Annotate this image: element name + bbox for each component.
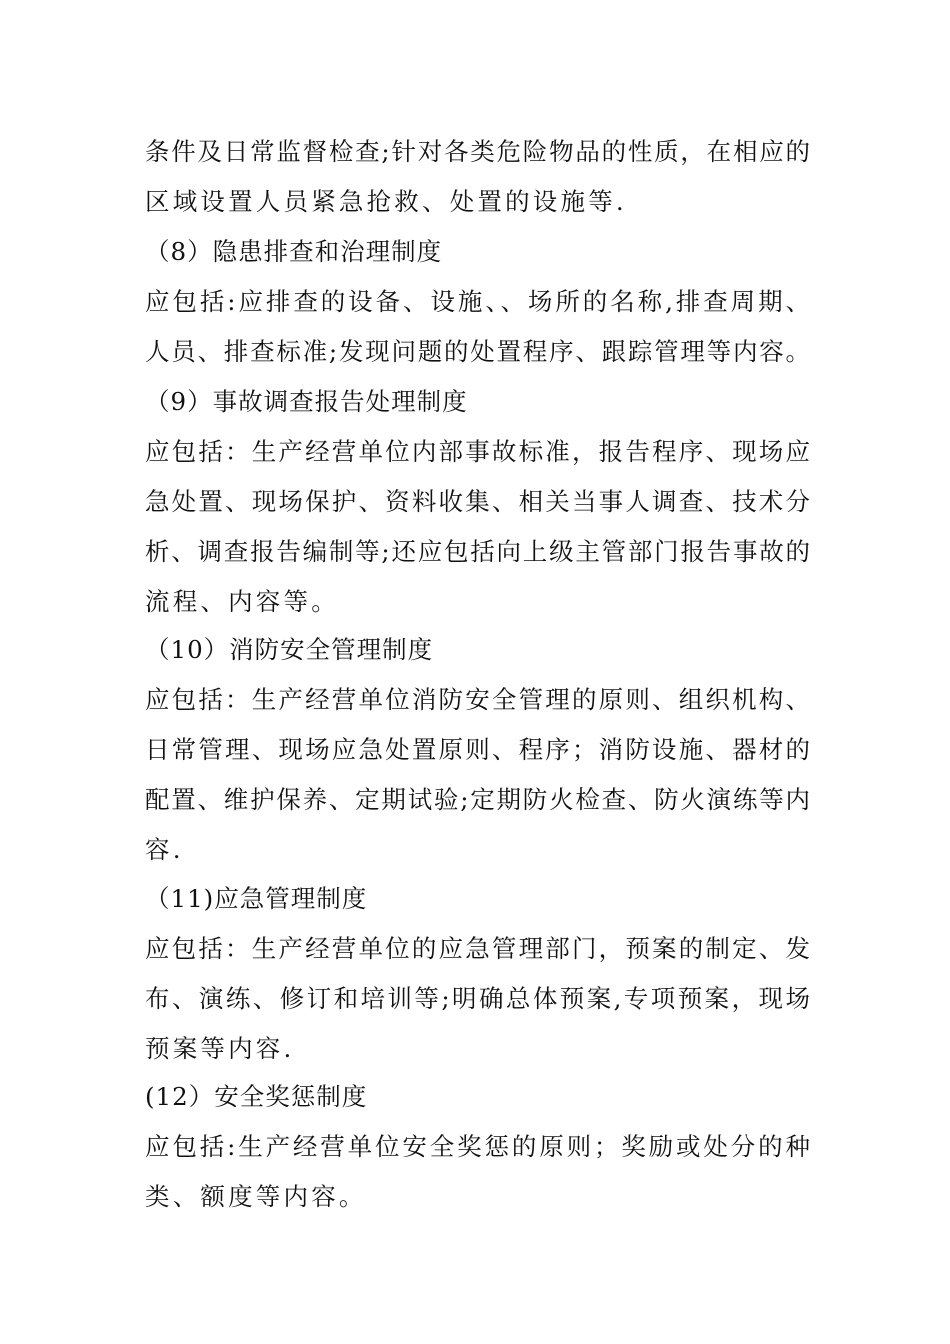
- text-line: 应包括:应排查的设备、设施、、场所的名称,排查周期、: [145, 287, 810, 316]
- section-heading: （9）事故调查报告处理制度: [145, 387, 468, 416]
- text-line: 日常管理、现场应急处置原则、程序；消防设施、器材的: [145, 735, 810, 764]
- text-line: 应包括:生产经营单位安全奖惩的原则；奖励或处分的种: [145, 1132, 810, 1161]
- section-heading: （8）隐患排查和治理制度: [145, 237, 443, 266]
- text-line: 急处置、现场保护、资料收集、相关当事人调查、技术分: [145, 487, 810, 516]
- text-line: 条件及日常监督检查;针对各类危险物品的性质，在相应的: [145, 137, 810, 166]
- section-heading: （11)应急管理制度: [145, 884, 368, 913]
- text-line: 容.: [145, 835, 184, 864]
- text-line: 应包括：生产经营单位内部事故标准，报告程序、现场应: [145, 437, 810, 466]
- text-line: 应包括：生产经营单位消防安全管理的原则、组织机构、: [145, 685, 810, 714]
- text-line: 类、额度等内容。: [145, 1182, 367, 1211]
- text-line: 配置、维护保养、定期试验;定期防火检查、防火演练等内: [145, 785, 810, 814]
- text-line: 区域设置人员紧急抢救、处置的设施等.: [145, 187, 627, 216]
- text-line: 预案等内容.: [145, 1034, 295, 1063]
- text-line: 布、演练、修订和培训等;明确总体预案,专项预案，现场: [145, 984, 810, 1013]
- text-line: 析、调查报告编制等;还应包括向上级主管部门报告事故的: [145, 537, 810, 566]
- text-line: 应包括：生产经营单位的应急管理部门，预案的制定、发: [145, 934, 810, 963]
- text-line: 流程、内容等。: [145, 587, 339, 616]
- text-line: 人员、排查标准;发现问题的处置程序、跟踪管理等内容。: [145, 337, 810, 366]
- section-heading: （10）消防安全管理制度: [145, 635, 434, 664]
- section-heading: (12）安全奖惩制度: [145, 1082, 368, 1111]
